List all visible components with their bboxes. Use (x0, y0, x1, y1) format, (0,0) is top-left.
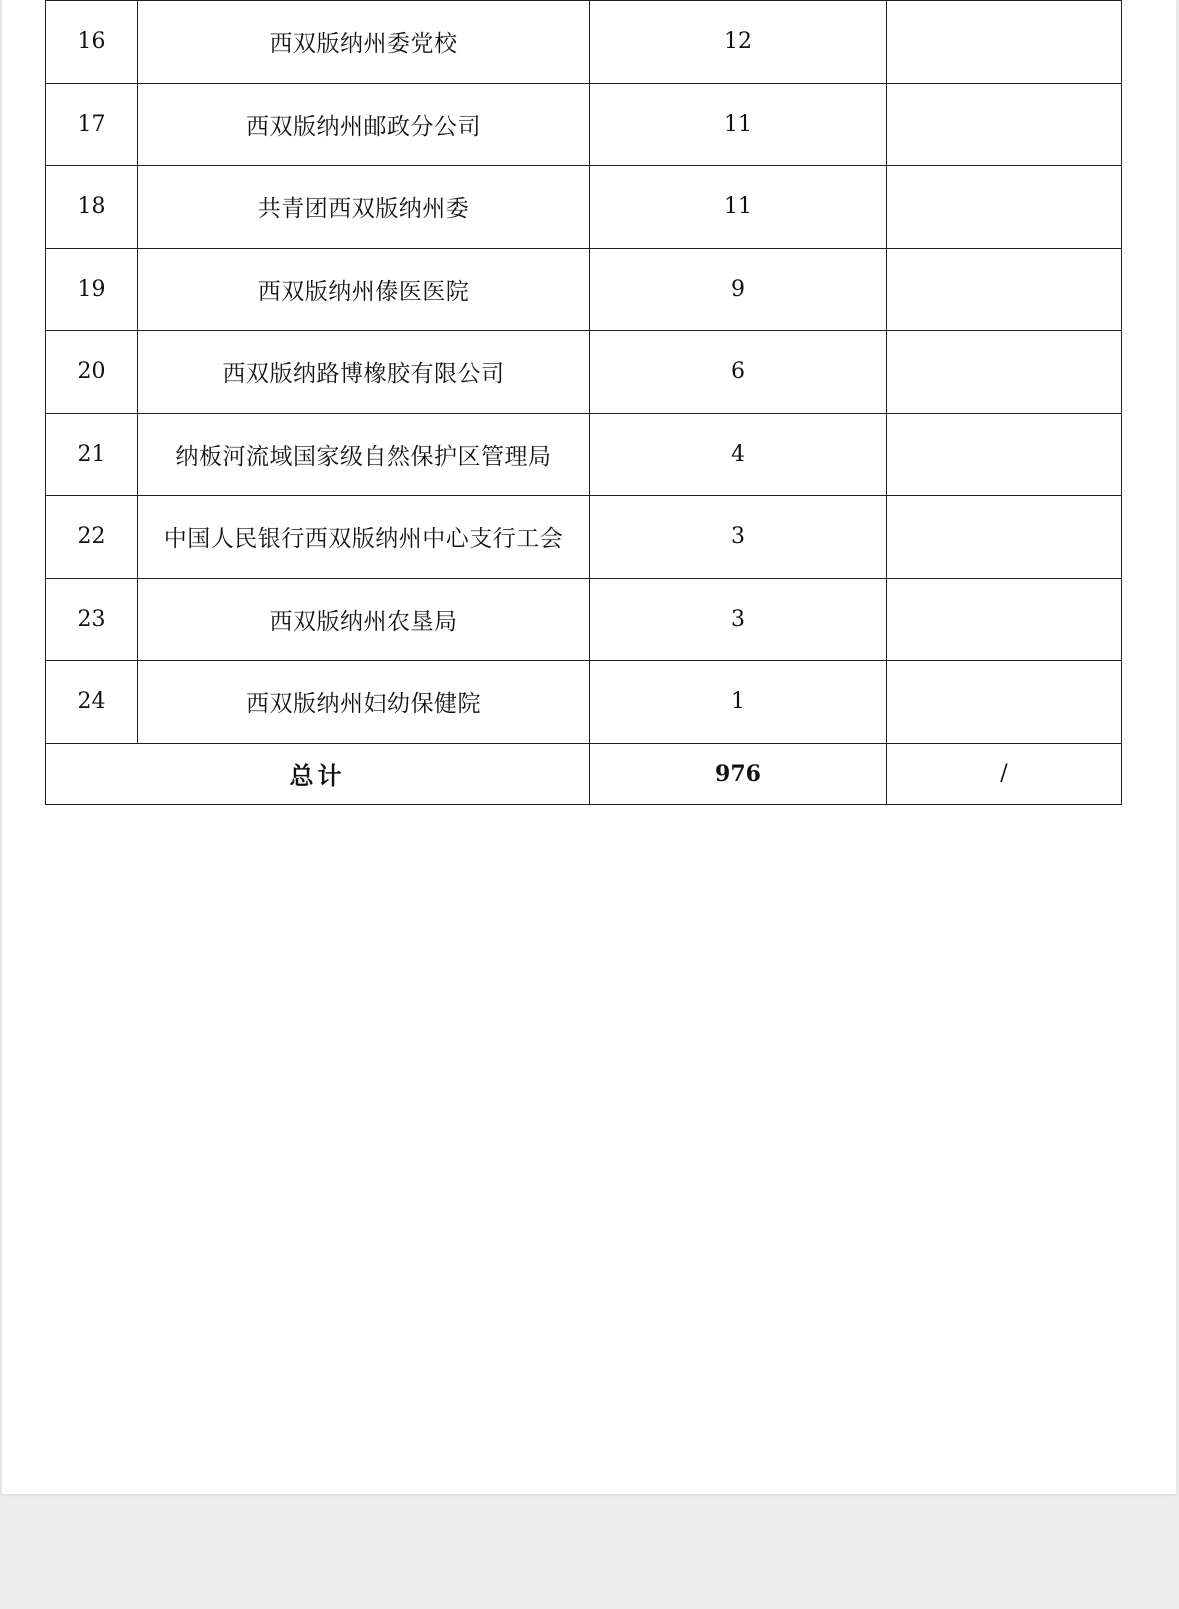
table-row (46, 578, 1122, 661)
row-number: 16 (46, 1, 138, 84)
organization-name: 西双版纳州傣医医院 (138, 248, 590, 331)
table-row (46, 413, 1122, 496)
member-count: 11 (590, 166, 887, 249)
total-label: 总计 (46, 743, 590, 804)
member-count: 6 (590, 331, 887, 414)
table-row (46, 496, 1122, 579)
member-count: 4 (590, 413, 887, 496)
organization-name: 共青团西双版纳州委 (138, 166, 590, 249)
note-cell (887, 1, 1122, 84)
organization-name: 西双版纳州农垦局 (138, 578, 590, 661)
organization-name: 西双版纳州委党校 (138, 1, 590, 84)
row-number: 23 (46, 578, 138, 661)
organization-name: 中国人民银行西双版纳州中心支行工会 (138, 496, 590, 579)
member-count: 3 (590, 578, 887, 661)
row-number: 21 (46, 413, 138, 496)
note-cell (887, 578, 1122, 661)
member-count: 1 (590, 661, 887, 744)
member-count: 9 (590, 248, 887, 331)
page-edge (0, 0, 2, 1494)
table-row (46, 661, 1122, 744)
organization-name: 西双版纳路博橡胶有限公司 (138, 331, 590, 414)
row-number: 17 (46, 83, 138, 166)
table-row (46, 331, 1122, 414)
total-row (46, 743, 1122, 804)
note-cell (887, 248, 1122, 331)
row-number: 24 (46, 661, 138, 744)
total-note: / (887, 743, 1122, 804)
table-row (46, 1, 1122, 84)
table-row (46, 83, 1122, 166)
member-count: 12 (590, 1, 887, 84)
table-row (46, 166, 1122, 249)
note-cell (887, 661, 1122, 744)
data-table (45, 0, 1122, 805)
organization-name: 西双版纳州邮政分公司 (138, 83, 590, 166)
note-cell (887, 496, 1122, 579)
member-count: 3 (590, 496, 887, 579)
organization-name: 纳板河流域国家级自然保护区管理局 (138, 413, 590, 496)
row-number: 20 (46, 331, 138, 414)
organization-name: 西双版纳州妇幼保健院 (138, 661, 590, 744)
total-value: 976 (590, 743, 887, 804)
member-count: 11 (590, 83, 887, 166)
row-number: 19 (46, 248, 138, 331)
row-number: 18 (46, 166, 138, 249)
table-row (46, 248, 1122, 331)
note-cell (887, 83, 1122, 166)
note-cell (887, 413, 1122, 496)
row-number: 22 (46, 496, 138, 579)
note-cell (887, 331, 1122, 414)
note-cell (887, 166, 1122, 249)
